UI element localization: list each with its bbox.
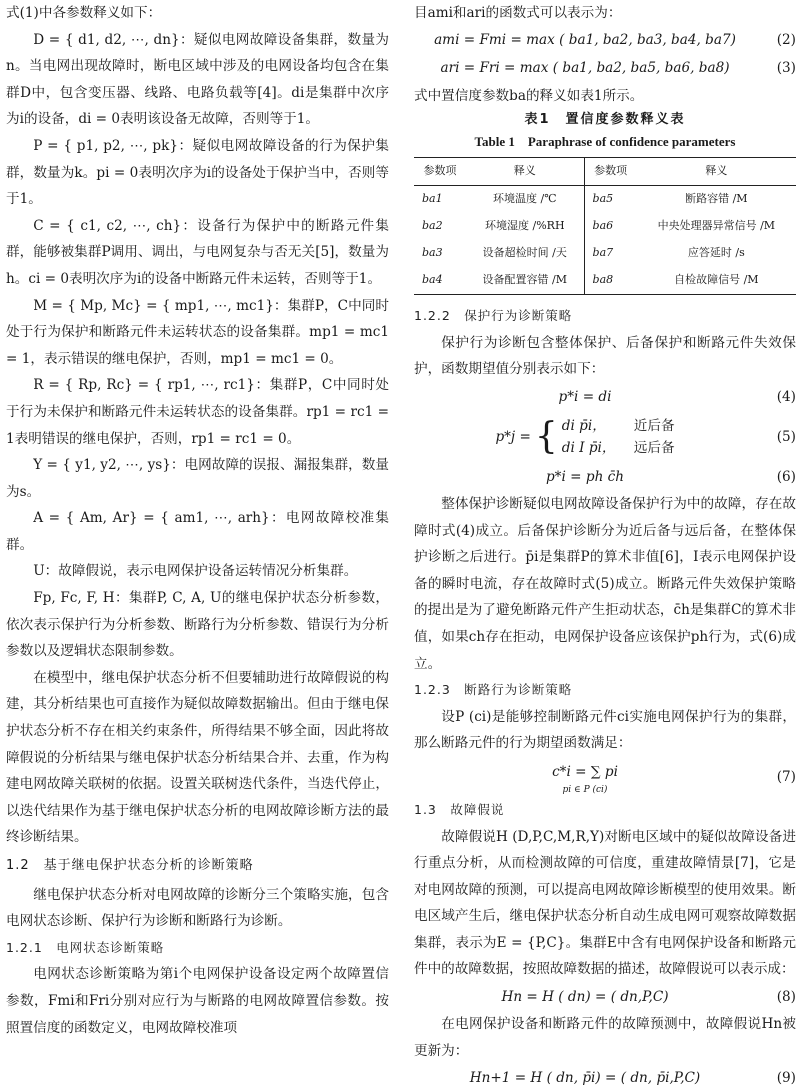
- table-cell: 环境湿度 /%RH: [466, 213, 584, 240]
- equation: [414, 383, 796, 411]
- subsection-heading: 1.3 故障假说: [414, 801, 505, 817]
- paragraph: Fp, Fc, F, H：集群P, C, A, U的继电保护状态分析参数，依次表示保护行为分析参数、断路行为分析参数、错误行为分析参数以及逻辑状态限制参数。: [6, 590, 389, 660]
- paragraph: 式中置信度参数ba的释义如表1所示。: [414, 87, 644, 104]
- equation-case-list: [562, 415, 675, 459]
- paragraph: C = { c1, c2, ⋯, ch}：设备行为保护中的断路元件集群，能够被集群P调用、调出，与电网复杂与否无关[5]，数量为h。ci = 0表明次序为i的设备中断路元件未运转，否则等于1。: [6, 217, 389, 287]
- table-header-cell: 释义: [466, 158, 584, 186]
- subsection-heading: 1.2.1 电网状态诊断策略: [6, 939, 165, 955]
- equation-body: [414, 759, 756, 796]
- table-cell: 应答延时 /s: [687, 246, 745, 260]
- paragraph: 在电网保护设备和断路元件的故障预测中，故障假说Hn被更新为：: [414, 1016, 796, 1059]
- subsection-heading: 1.2.2 保护行为诊断策略: [414, 308, 573, 324]
- equation-number: (9): [776, 1069, 796, 1086]
- paragraph: 整体保护诊断疑似电网故障设备保护行为中的故障，存在故障时式(4)成立。后备保护诊断分为近后备与远后备，在整体保护诊断之后进行。p̄i是集群P的算术非值[6]，I表示电网保护设备的瞬时电流，存在故障时式(5)成立。断路元件失效保护策略的提出是为了避免断路元件产生拒动状态，c̄h是集群C的算术非值，如果ch存在拒动，电网保护设备应该保护ph行为，式(6)成立。: [414, 495, 796, 672]
- section-heading: 1.2 基于继电保护状态分析的诊断策略: [6, 858, 254, 873]
- table-row: [414, 267, 796, 295]
- table-cell: ba8: [592, 273, 614, 287]
- paragraph: R = { Rp, Rc} = { rp1, ⋯, rc1}：集群P，C中同时处于行为未保护和断路元件未运转状态的设备集群。rp1 = rc1 = 1表明错误的继电保护，否则，rp1 = rc1 = 0。: [6, 377, 389, 447]
- equation-number: (5): [776, 428, 796, 445]
- equation: [414, 757, 796, 797]
- table-cell: 环境温度 /℃: [466, 186, 584, 214]
- equation: [414, 27, 796, 55]
- equation-number: (7): [776, 768, 796, 785]
- equation-body: [414, 415, 756, 459]
- table-row: [414, 186, 796, 214]
- brace-symbol: {: [534, 415, 558, 457]
- equation-body: p*i = di: [558, 388, 612, 405]
- paragraph: Y = { y1, y2, ⋯, ys}：电网故障的误报、漏报集群，数量为s。: [6, 457, 389, 500]
- table-cell: ba2: [422, 219, 443, 233]
- table-caption-cn: 表1 置信度参数释义表: [524, 112, 686, 128]
- equation-body: ari = Fri = max ( ba1, ba2, ba5, ba6, ba8): [440, 60, 730, 77]
- equation: [414, 55, 796, 83]
- paragraph: P = { p1, p2, ⋯, pk}：疑似电网故障设备的行为保护集群，数量为k。pi = 0表明次序为i的设备处于保护当中，否则等于1。: [6, 137, 389, 208]
- paragraph: A = { Am, Ar} = { am1, ⋯, arh}：电网故障校准集群。: [6, 510, 389, 553]
- case-expression: di I p̄i，: [561, 439, 616, 456]
- equation-number: (4): [776, 388, 796, 405]
- table-cell: ba1: [422, 192, 443, 206]
- equation-number: (8): [776, 988, 796, 1005]
- paragraph: 目ami和ari的函数式可以表示为：: [414, 5, 622, 21]
- left-column: [6, 0, 389, 1041]
- equation: [414, 983, 796, 1011]
- paragraph: 在模型中，继电保护状态分析不但要辅助进行故障假说的构建，其分析结果也可直接作为疑似故障数据输出。但由于继电保护状态分析不存在相关约束条件，所得结果不够全面，因此将故障假说的分析结果与继电保护状态分析结果合并、去重，作为构建电网故障关联树的依据。设置关联树迭代条件，当迭代停止，以迭代结果作为基于继电保护状态分析的电网故障诊断方法的最终诊断结果。: [6, 669, 389, 846]
- paragraph: U：故障假说，表示电网保护设备运转情况分析集群。: [33, 563, 358, 580]
- equation-body: Hn = H ( dn) = ( dn,P,C): [501, 988, 669, 1005]
- case-condition: 远后备: [633, 439, 675, 456]
- equation-sum-range: pi ∈ P (ci): [562, 785, 608, 796]
- table-cell: 设备超检时间 /天: [466, 240, 584, 267]
- table-header-cell: 参数项: [423, 164, 457, 178]
- paragraph: M = { Mp, Mc} = { mp1, ⋯, mc1}：集群P，C中同时处于行为保护和断路元件未运转状态的设备集群。mp1 = mc1 = 1，表示错误的继电保护，否则，mp1 = mc1 = 0。: [6, 297, 389, 367]
- table-cell: ba5: [592, 192, 614, 206]
- equation-body: Hn+1 = H ( dn, p̄i) = ( dn, p̄i,P,C): [469, 1069, 701, 1086]
- table-header-cell: 参数项: [594, 164, 628, 178]
- paragraph: D = { d1, d2, ⋯, dn}：疑似电网故障设备集群，数量为n。当电网出现故障时，断电区域中涉及的电网设备均包含在集群D中，包含变压器、线路、电路负载等[4]。di是集群中次序为i的设备，di = 0表明该设备无故障，否则等于1。: [6, 31, 389, 128]
- equation-body: p*i = ph c̄h: [545, 468, 625, 485]
- equation-number: (3): [776, 60, 796, 77]
- table-row: [414, 240, 796, 267]
- table-header-row: [414, 158, 796, 186]
- table-cell: ba4: [422, 273, 443, 287]
- equation-case: [562, 415, 675, 437]
- equation-main: c*i = ∑ pi: [552, 763, 618, 780]
- paragraph: 设P (ci)是能够控制断路元件ci实施电网保护行为的集群，那么断路元件的行为期望函数满足：: [414, 708, 796, 752]
- table-cell: 断路容错 /M: [685, 192, 748, 206]
- equation-cases: [414, 411, 796, 463]
- table-cell: 设备配置容错 /M: [466, 267, 584, 295]
- equation-number: (2): [776, 32, 796, 49]
- equation: [414, 1064, 796, 1092]
- right-column: [414, 0, 796, 1092]
- equation-case: [562, 437, 675, 459]
- case-expression: di p̄i，: [561, 417, 606, 434]
- table-row: [414, 213, 796, 240]
- confidence-table: [414, 157, 796, 295]
- paragraph: 保护行为诊断包含整体保护、后备保护和断路元件失效保护，函数期望值分别表示如下：: [414, 334, 796, 378]
- paragraph: 式(1)中各参数释义如下：: [6, 5, 162, 21]
- subsection-heading: 1.2.3 断路行为诊断策略: [414, 682, 573, 698]
- table-header-cell: 释义: [705, 164, 728, 178]
- table-cell: 中央处理器异常信号 /M: [657, 219, 776, 233]
- table-cell: ba3: [422, 246, 443, 260]
- table-cell: ba7: [592, 246, 614, 260]
- paragraph: 电网状态诊断策略为第i个电网保护设备设定两个故障置信参数，Fmi和Fri分别对应行为与断路的电网故障置信参数。按照置信度的函数定义，电网故障校准项: [6, 966, 389, 1036]
- equation-body: ami = Fmi = max ( ba1, ba2, ba3, ba4, ba7): [434, 32, 736, 49]
- equation-number: (6): [776, 468, 796, 485]
- equation-lhs: p*j =: [495, 428, 531, 445]
- table-cell: ba6: [592, 219, 614, 233]
- table-cell: 自检故障信号 /M: [674, 273, 759, 287]
- equation: [414, 463, 796, 491]
- paragraph: 故障假说H (D,P,C,M,R,Y)对断电区域中的疑似故障设备进行重点分析，从而检测故障的可信度，重建故障情景[7]，它是对电网故障的预测，可以提高电网故障诊断模型的使用效果。断电区域产生后，继电保护状态分析自动生成电网可观察故障数据集群，表示为E = {P,C}。集群E中含有电网保护设备和断路元件中的故障数据，按照故障数据的描述，故障假说可以表示成：: [414, 828, 796, 978]
- case-condition: 近后备: [633, 417, 675, 434]
- paragraph: 继电保护状态分析对电网故障的诊断分三个策略实施，包含电网状态诊断、保护行为诊断和断路行为诊断。: [6, 886, 389, 930]
- table-caption-en: Table 1 Paraphrase of confidence parameters: [474, 134, 736, 150]
